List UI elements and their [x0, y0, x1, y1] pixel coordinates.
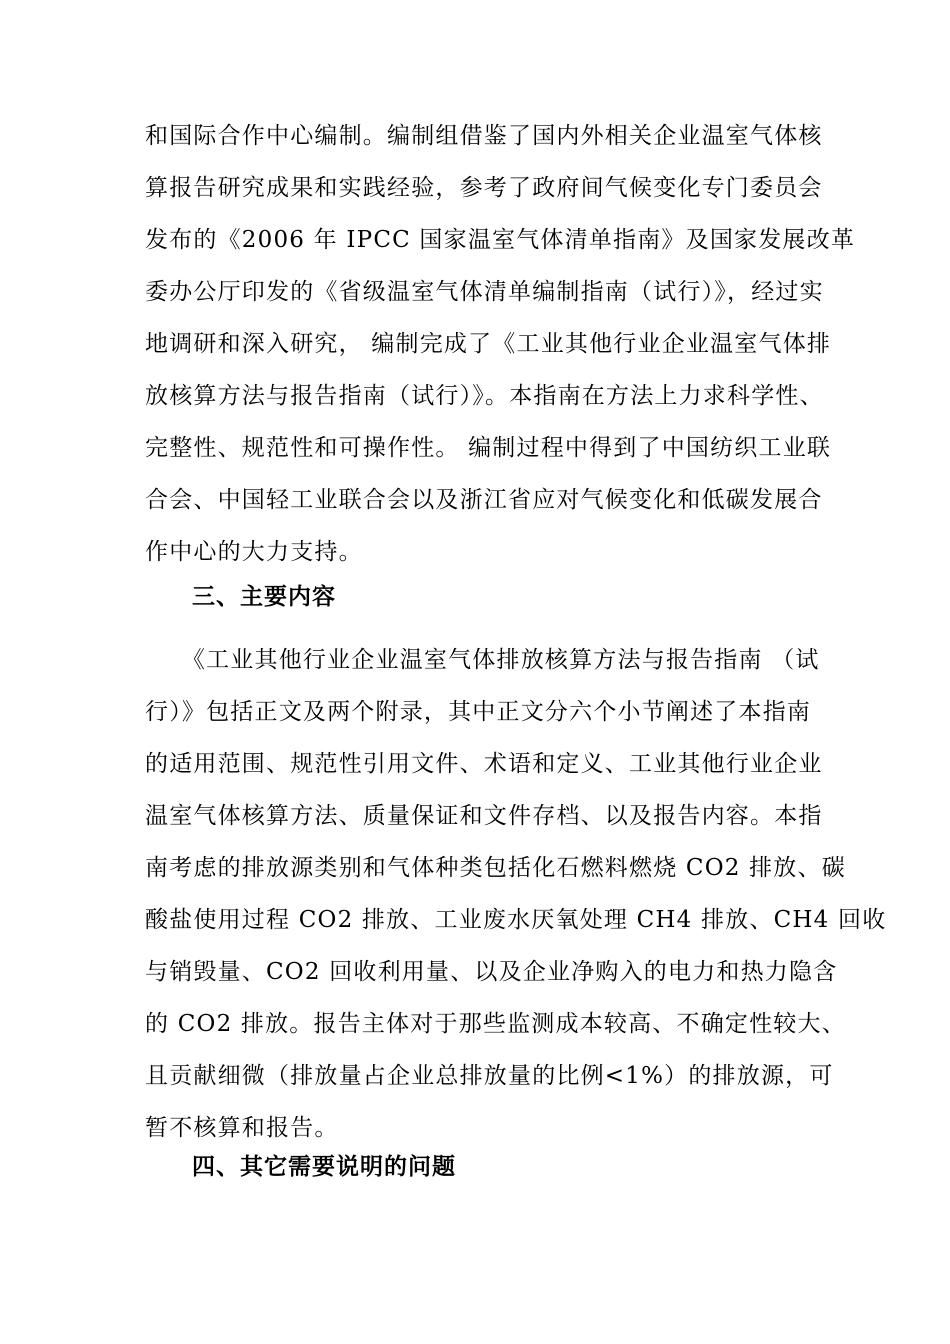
text-line: 地调研和深入研究， 编制完成了《工业其他行业企业温室气体排 — [145, 331, 832, 357]
section-heading-other-issues: 四、其它需要说明的问题 — [192, 1154, 456, 1180]
text-line: 暂不核算和报告。 — [145, 1115, 339, 1141]
text-line: 放核算方法与报告指南（试行）》。本指南在方法上力求科学性、 — [145, 383, 824, 409]
section-heading-main-content: 三、主要内容 — [192, 584, 336, 610]
text-line: 酸盐使用过程 CO2 排放、工业废水厌氧处理 CH4 排放、CH4 回收 — [145, 907, 887, 933]
text-line: 委办公厅印发的《省级温室气体清单编制指南（试行）》，经过实 — [145, 279, 824, 305]
text-line: 行）》包括正文及两个附录，其中正文分六个小节阐述了本指南 — [145, 699, 812, 725]
text-line: 南考虑的排放源类别和气体种类包括化石燃料燃烧 CO2 排放、碳 — [145, 855, 846, 881]
text-line: 且贡献细微（排放量占企业总排放量的比例<1%）的排放源，可 — [145, 1063, 834, 1089]
text-line: 温室气体核算方法、质量保证和文件存档、以及报告内容。本指 — [145, 803, 823, 829]
text-line: 完整性、规范性和可操作性。 编制过程中得到了中国纺织工业联 — [145, 435, 832, 461]
text-line: 算报告研究成果和实践经验，参考了政府间气候变化专门委员会 — [145, 175, 823, 201]
text-line: 和国际合作中心编制。编制组借鉴了国内外相关企业温室气体核 — [145, 123, 823, 149]
text-line: 的 CO2 排放。报告主体对于那些监测成本较高、不确定性较大、 — [145, 1011, 846, 1037]
text-line: 《工业其他行业企业温室气体排放核算方法与报告指南 （试 — [145, 647, 820, 673]
text-line: 与销毁量、CO2 回收利用量、以及企业净购入的电力和热力隐含 — [145, 959, 838, 985]
paragraph-body-1 — [145, 110, 856, 578]
paragraph-body-2 — [145, 634, 887, 1154]
text-line: 的适用范围、规范性引用文件、术语和定义、工业其他行业企业 — [145, 751, 823, 777]
text-line: 合会、中国轻工业联合会以及浙江省应对气候变化和低碳发展合 — [145, 487, 823, 513]
text-line: 作中心的大力支持。 — [145, 539, 363, 565]
text-line: 发布的《2006 年 IPCC 国家温室气体清单指南》及国家发展改革 — [145, 227, 856, 253]
